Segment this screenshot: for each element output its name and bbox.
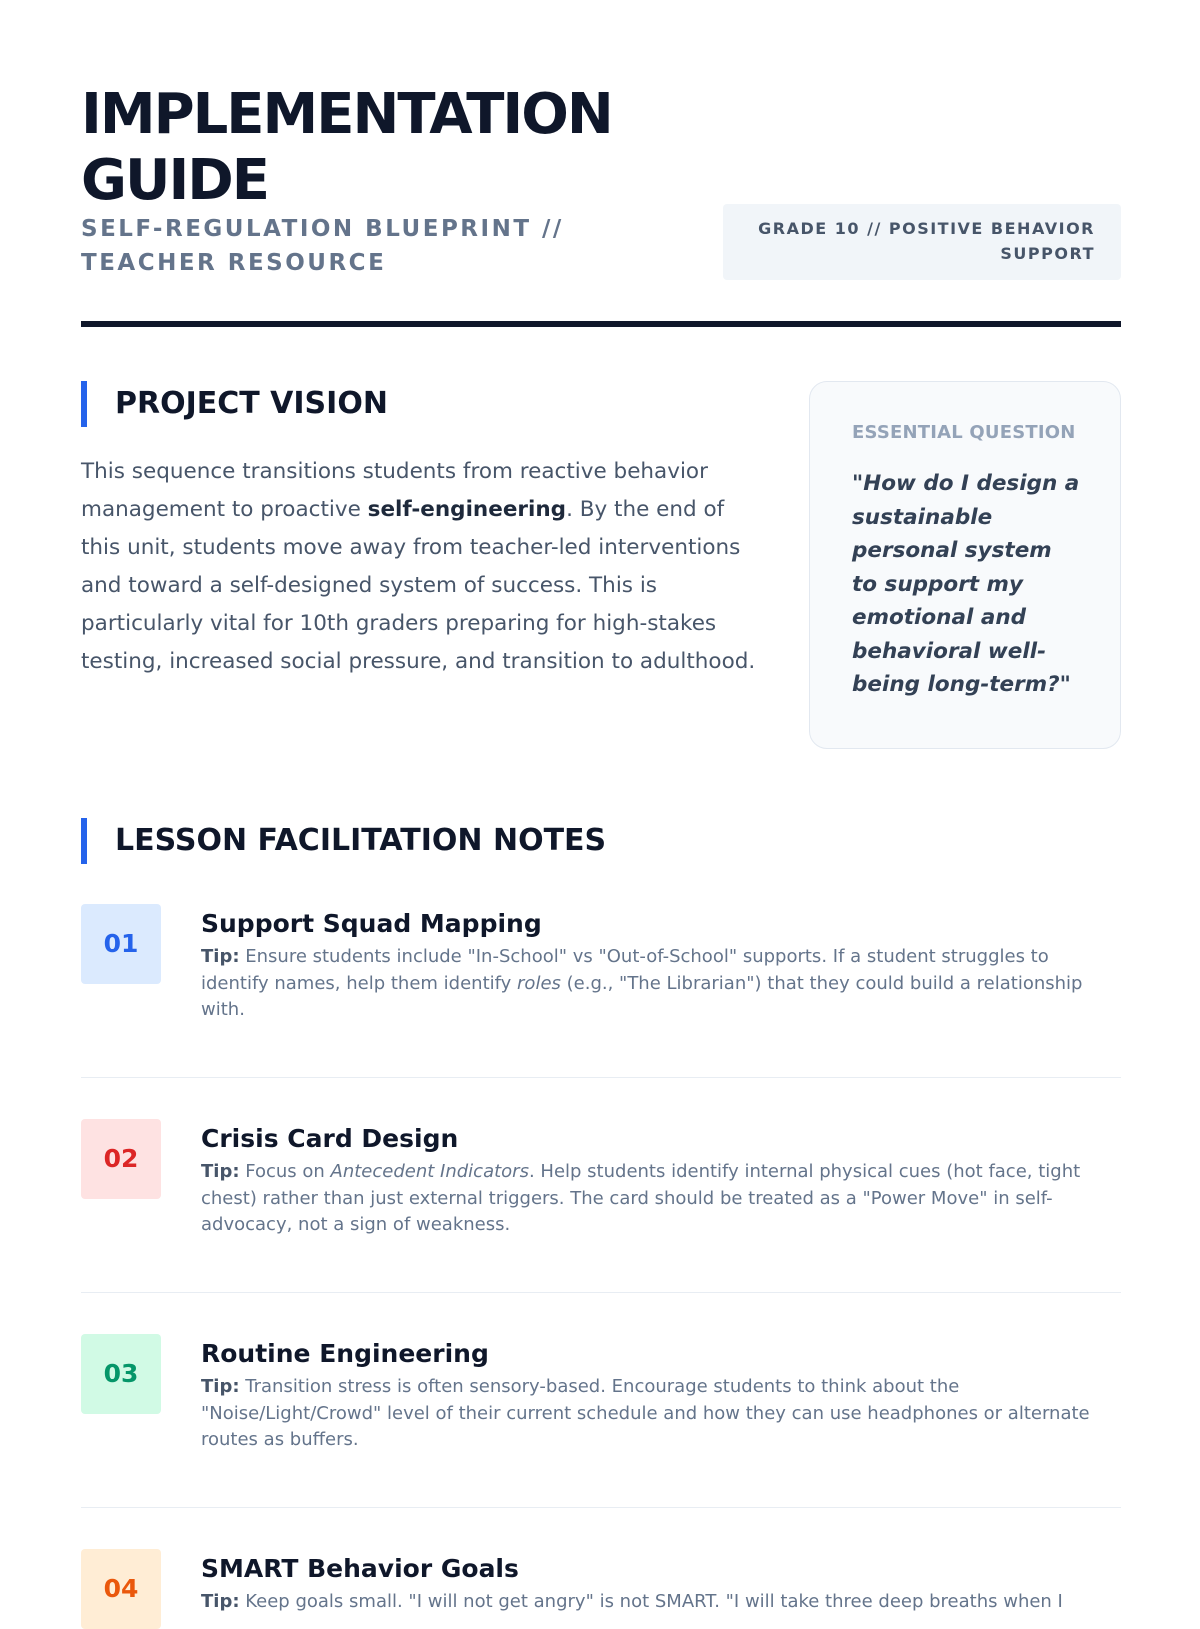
note-title: Routine Engineering	[201, 1339, 489, 1368]
note-title: SMART Behavior Goals	[201, 1554, 519, 1583]
tip-text: Transition stress is often sensory-based. Encourage students to think about the "Noise/Light/Crowd" level of their current schedule and how they can use headphones or alternate routes as buffers.	[201, 1376, 1090, 1450]
essential-question-label: ESSENTIAL QUESTION	[852, 422, 1076, 443]
project-vision-heading: PROJECT VISION	[81, 381, 721, 427]
page-title: IMPLEMENTATION GUIDE	[81, 82, 612, 213]
note-tip	[201, 944, 1121, 1024]
vision-text-start: This sequence transitions students from reactive behavior management to proactive	[81, 459, 708, 522]
tip-text: . Help students identify internal physical cues (hot face, tight chest) rather than just external triggers. The card should be treated as a "Power Move" in self-advocacy, not a sign of weakness.	[201, 1161, 1081, 1235]
tip-label: Tip:	[201, 1161, 240, 1182]
vision-text-end: . By the end of this unit, students move away from teacher-led interventions and toward a self-designed system of success. This is particularly vital for 10th graders preparing for high-stakes testing, increased social pressure, and transition to adulthood.	[81, 497, 756, 674]
tip-text: Keep goals small. "I will not get angry" is not SMART. "I will take three deep breaths when I	[239, 1591, 1063, 1612]
note-divider	[81, 1292, 1121, 1293]
note-number-badge: 01	[81, 904, 161, 984]
note-number-badge: 02	[81, 1119, 161, 1199]
tip-emphasis: roles	[517, 972, 561, 994]
page-subtitle: SELF-REGULATION BLUEPRINT // TEACHER RESOURCE	[81, 216, 564, 276]
facilitation-notes-heading: LESSON FACILITATION NOTES	[81, 818, 721, 864]
tip-text: Ensure students include "In-School" vs "Out-of-School" supports. If a student struggles to identify names, help them identify	[201, 946, 1049, 994]
note-tip	[201, 1374, 1121, 1454]
project-vision-body	[81, 453, 761, 681]
essential-question-text: "How do I design a sustainable personal system to support my emotional and behavioral well-being long-term?"	[852, 471, 1080, 697]
note-title: Support Squad Mapping	[201, 909, 542, 938]
grade-badge: GRADE 10 // POSITIVE BEHAVIOR SUPPORT	[723, 204, 1121, 280]
note-title: Crisis Card Design	[201, 1124, 459, 1153]
note-number-badge: 04	[81, 1549, 161, 1629]
tip-label: Tip:	[201, 946, 240, 967]
tip-emphasis: Antecedent Indicators	[330, 1161, 529, 1182]
tip-text: Focus on	[239, 1161, 331, 1182]
note-tip	[201, 1159, 1121, 1239]
tip-label: Tip:	[201, 1591, 240, 1612]
note-tip	[201, 1589, 1121, 1616]
vision-text-emphasis: self-engineering	[367, 497, 567, 522]
tip-text: (e.g., "The Librarian") that they could build a relationship with.	[201, 972, 1083, 1020]
header-divider	[81, 321, 1121, 327]
essential-question-card	[809, 381, 1121, 749]
note-divider	[81, 1507, 1121, 1508]
note-number-badge: 03	[81, 1334, 161, 1414]
tip-label: Tip:	[201, 1376, 240, 1397]
note-divider	[81, 1077, 1121, 1078]
